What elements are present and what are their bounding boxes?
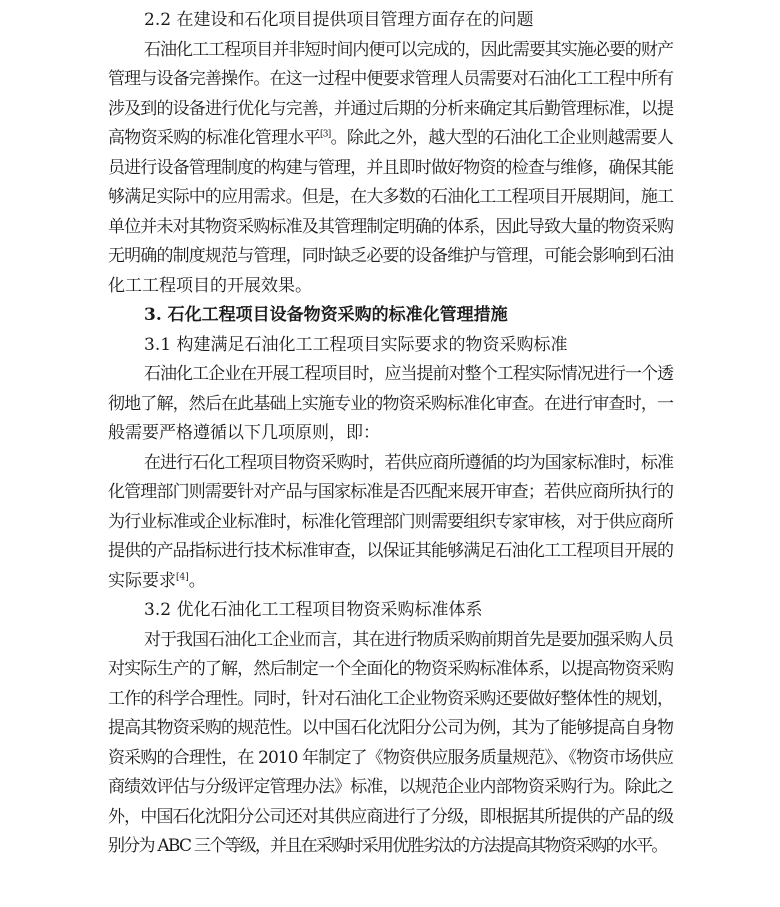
paragraph-line: 为行业标准或企业标准时，标准化管理部门则需要组织专家审核，对于供应商所 <box>108 511 673 532</box>
citation-ref[interactable]: [3] <box>320 129 331 140</box>
paragraph-line: 在进行石化工程项目物资采购时，若供应商所遵循的均为国家标准时，标准 <box>144 452 673 473</box>
paragraph-line: 工作的科学合理性。同时，针对石油化工企业物资采购还要做好整体性的规划， <box>108 688 673 709</box>
document-page <box>108 6 673 862</box>
paragraph-line: 提高其物资采购的规范性。以中国石化沈阳分公司为例，其为了能够提高自身物 <box>108 718 673 738</box>
text-segment: 。 <box>188 570 206 591</box>
section-heading-2-2: 2.2 在建设和石化项目提供项目管理方面存在的问题 <box>144 10 534 30</box>
paragraph-line: 彻地了解，然后在此基础上实施专业的物资采购标准化审查。在进行审查时，一 <box>108 393 673 414</box>
section-heading-3-1: 3.1 构建满足石油化工工程项目实际要求的物资采购标准 <box>144 334 568 355</box>
paragraph-line: 对实际生产的了解，然后制定一个全面化的物资采购标准体系，以提高物资采购 <box>108 659 673 679</box>
paragraph-line: 化管理部门则需要针对产品与国家标准是否匹配来展开审查；若供应商所执行的 <box>108 482 673 502</box>
text-segment: 。除此之外，越大型的石油化工企业则越需要人 <box>330 128 673 148</box>
paragraph-line: 单位并未对其物资采购标准及其管理制定明确的体系，因此导致大量的物资采购 <box>108 216 673 237</box>
paragraph-line: 无明确的制度规范与管理，同时缺乏必要的设备维护与管理，可能会影响到石油 <box>108 246 673 266</box>
text-segment: 高物资采购的标准化管理水平 <box>108 128 321 148</box>
citation-ref[interactable]: [4] <box>176 571 189 582</box>
section-heading-3-2: 3.2 优化石油化工工程项目物资采购标准体系 <box>144 600 483 620</box>
paragraph-line: 石油化工工程项目并非短时间内便可以完成的，因此需要其实施必要的财产 <box>144 39 673 60</box>
paragraph-line: 别分为 ABC 三个等级，并且在采购时采用优胜劣汰的方法提高其物资采购的水平。 <box>108 836 667 856</box>
text-segment: 实际要求 <box>108 570 176 591</box>
paragraph-line: 化工工程项目的开展效果。 <box>108 275 312 296</box>
paragraph-line: 资采购的合理性，在 2010 年制定了《物资供应服务质量规范》、《物资市场供应 <box>108 747 673 768</box>
paragraph-line: 提供的产品指标进行技术标准审查，以保证其能够满足石油化工工程项目开展的 <box>108 541 673 561</box>
paragraph-line: 管理与设备完善操作。在这一过程中便要求管理人员需要对石油化工工程中所有 <box>108 69 673 89</box>
paragraph-line: 对于我国石油化工企业而言，其在进行物质采购前期首先是要加强采购人员 <box>144 629 673 650</box>
paragraph-line: 涉及到的设备进行优化与完善，并通过后期的分析来确定其后勤管理标准，以提 <box>108 98 673 119</box>
paragraph-line: 商绩效评估与分级评定管理办法》标准，以规范企业内部物资采购行为。除此之 <box>108 777 673 797</box>
paragraph-line: 石油化工企业在开展工程项目时，应当提前对整个工程实际情况进行一个透 <box>144 364 673 384</box>
section-heading-3: 3. 石化工程项目设备物资采购的标准化管理措施 <box>144 305 508 325</box>
paragraph-line-with-citation <box>108 567 673 597</box>
paragraph-line: 够满足实际中的应用需求。但是，在大多数的石油化工工程项目开展期间，施工 <box>108 187 673 207</box>
paragraph-line: 员进行设备管理制度的构建与管理，并且即时做好物资的检查与维修，确保其能 <box>108 157 673 178</box>
paragraph-line: 外，中国石化沈阳分公司还对其供应商进行了分级，即根据其所提供的产品的级 <box>108 806 673 827</box>
paragraph-line-with-citation <box>108 124 673 154</box>
paragraph-line: 般需要严格遵循以下几项原则，即： <box>108 423 380 443</box>
